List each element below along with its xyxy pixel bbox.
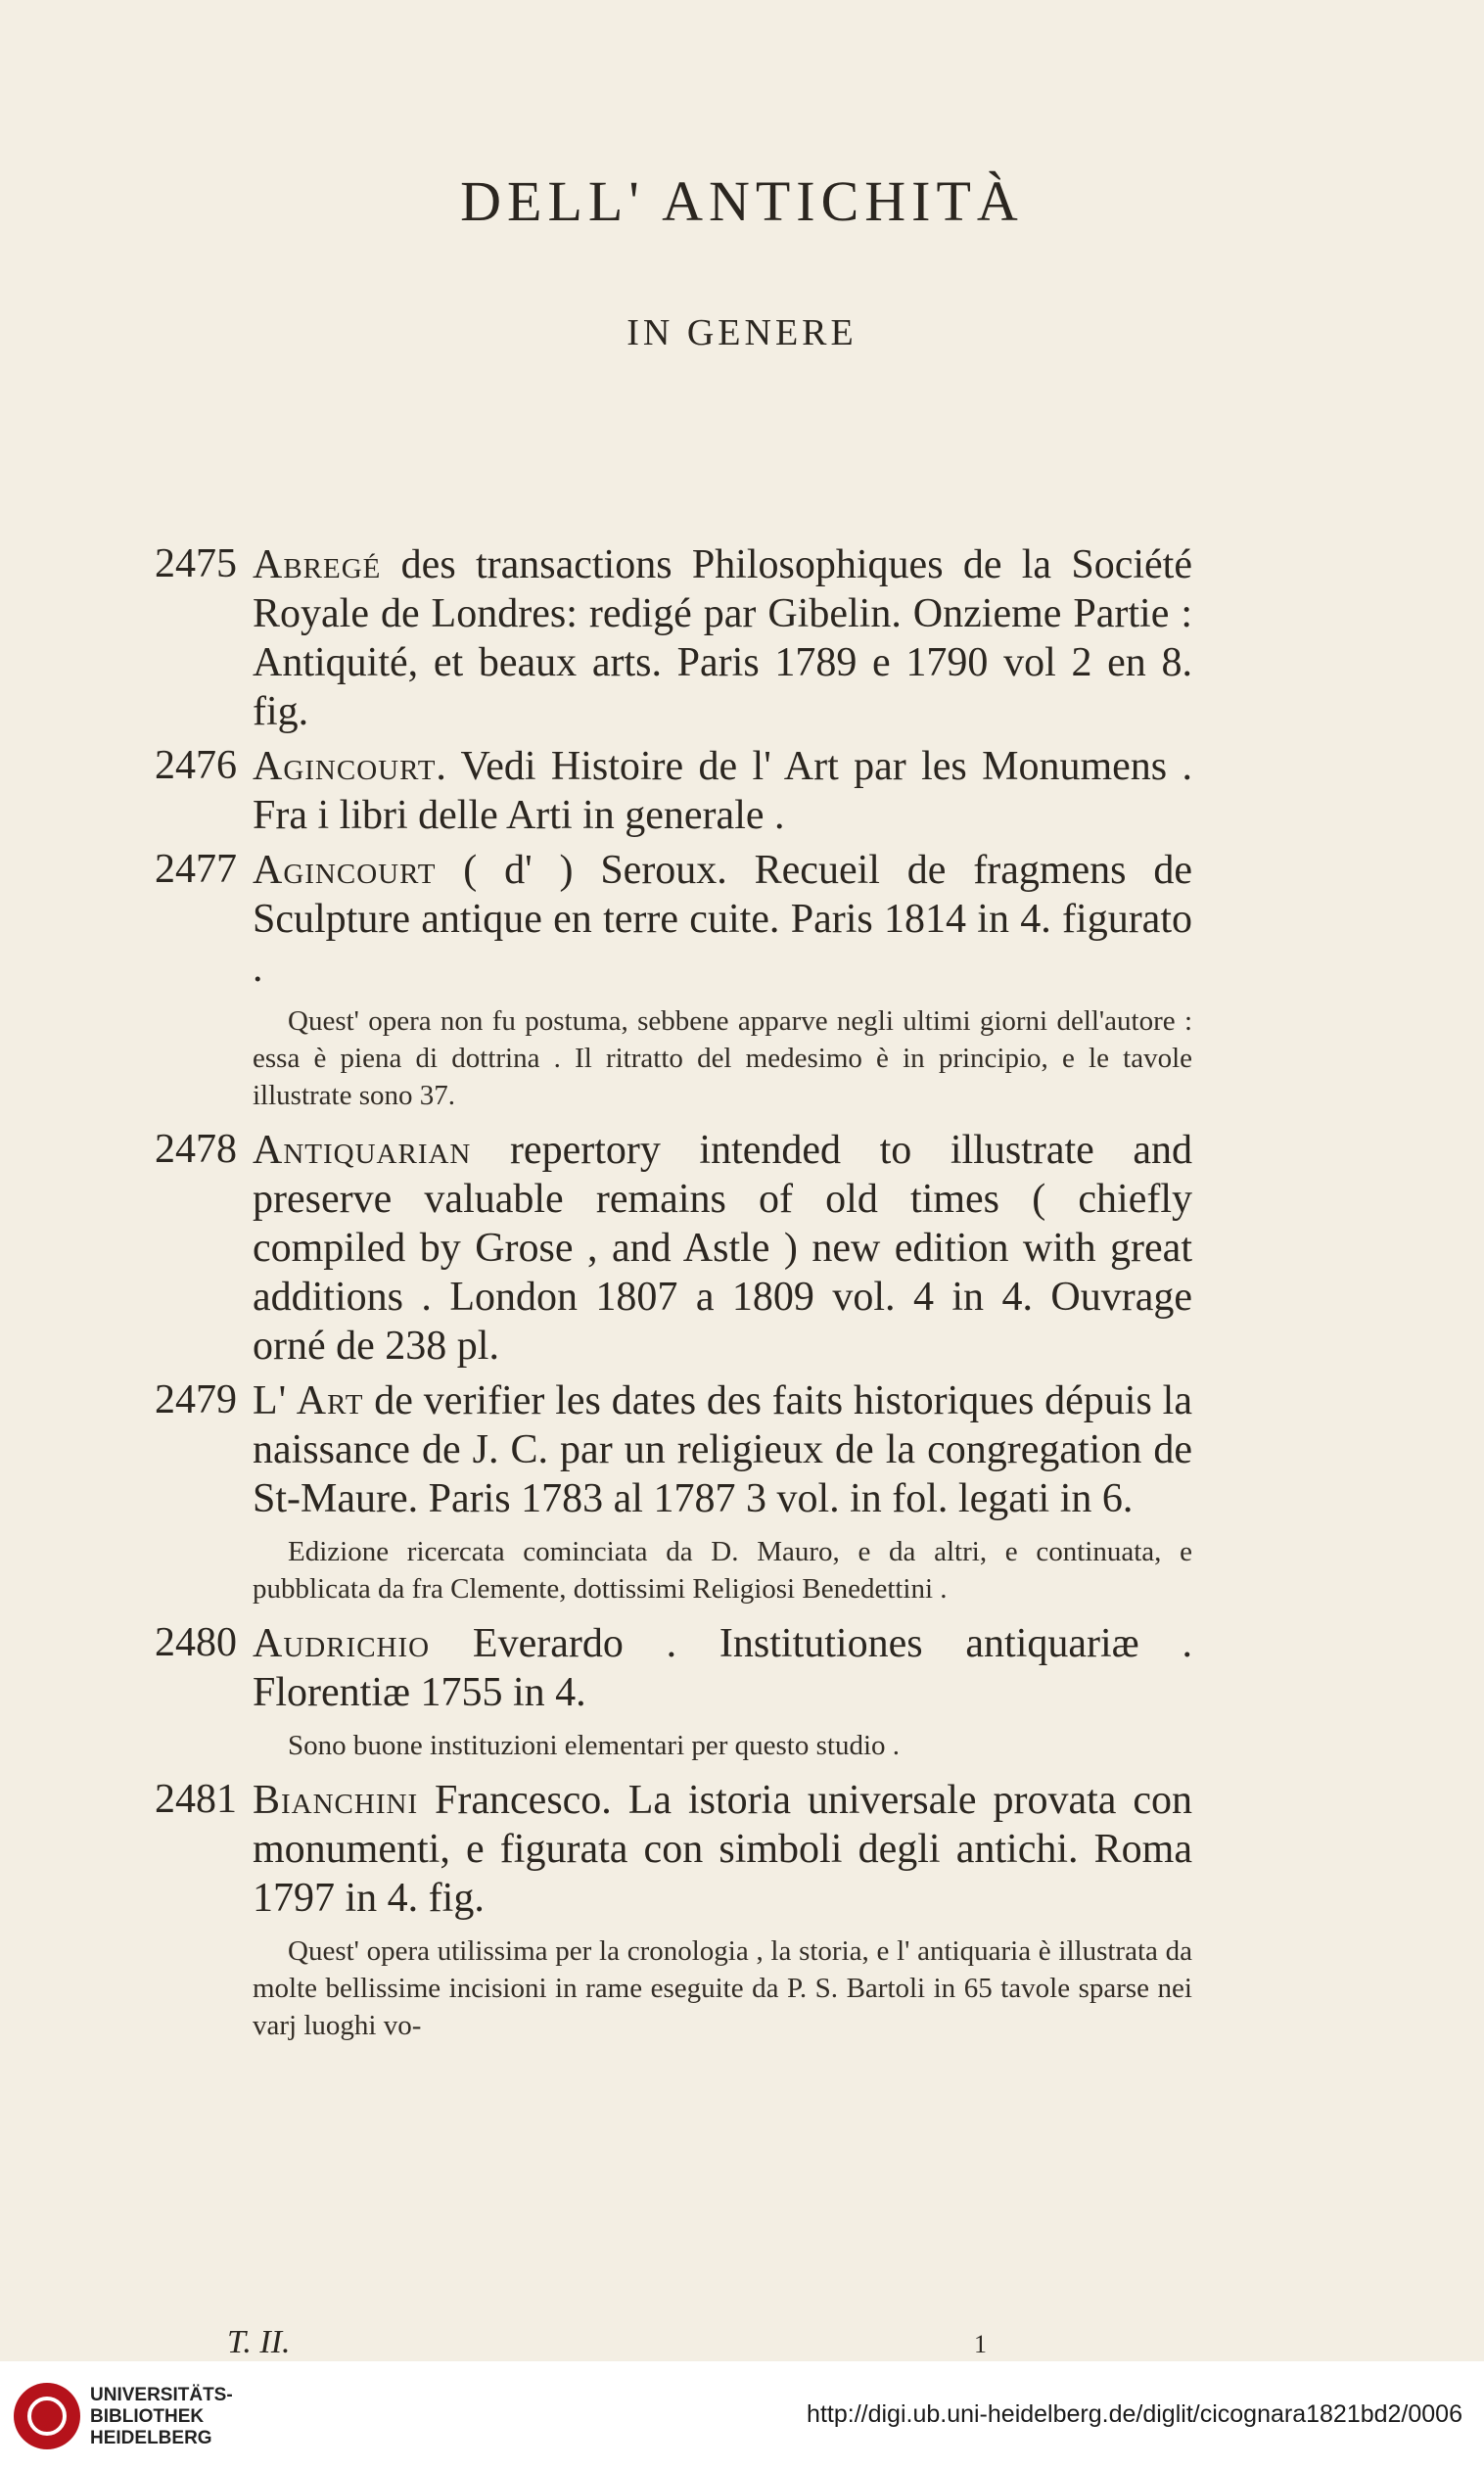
entry-note: Sono buone instituzioni elementari per questo studio . (288, 1730, 901, 1761)
page-title: DELL' ANTICHITÀ (460, 169, 1024, 233)
catalog-entry (155, 1776, 1192, 2044)
entry-number: 2477 (155, 847, 237, 892)
entry-author: Antiquarian (253, 1128, 472, 1173)
catalog-entry (155, 846, 1192, 1114)
catalog-entry (155, 540, 1192, 736)
catalog-entry (155, 1619, 1192, 1764)
entry-text: repertory intended to illustrate and preserve valuable remains of old times ( chiefly compiled by Grose , and Astle ) new edition with great additions . London 1807 a 1809 vol. 4 in 4. Ouvrage orné de 238 pl. (253, 1128, 1192, 1369)
entry-note: Edizione ricercata cominciata da D. Mauro, e da altri, e continuata, e pubblicata da fra Clemente, dottissimi Religiosi Benedettini . (253, 1536, 1192, 1605)
footer-bar (0, 2361, 1484, 2468)
entry-author: L' Art (253, 1378, 364, 1423)
entry-author: Abregé (253, 542, 382, 587)
university-seal-icon (14, 2383, 80, 2449)
catalog-entry (155, 742, 1192, 840)
entry-author: Audrichio (253, 1621, 431, 1666)
entry-text: des transactions Philosophiques de la Société Royale de Londres: redigé par Gibelin. Onzieme Partie : Antiquité, et beaux arts. Paris 1789 e 1790 vol 2 en 8. fig. (253, 542, 1192, 734)
folio-number: 1 (974, 2330, 987, 2358)
catalog-entry (155, 1376, 1192, 1607)
entry-number: 2478 (155, 1127, 237, 1172)
entry-author: Bianchini (253, 1778, 419, 1823)
entry-author: Agincourt (253, 744, 437, 789)
signature-mark: T. II. (227, 2324, 291, 2360)
entry-note: Quest' opera utilissima per la cronologia , la storia, e l' antiquaria è illustrata da molte bellissime incisioni in rame eseguite da P. S. Bartoli in 65 tavole sparse nei varj luoghi vo- (253, 1935, 1192, 2041)
entry-number: 2476 (155, 743, 237, 788)
entry-number: 2480 (155, 1620, 237, 1665)
entry-text: ( d' ) Seroux. Recueil de fragmens de Sculpture antique en terre cuite. Paris 1814 in 4. figurato . (253, 848, 1192, 991)
entry-number: 2481 (155, 1777, 237, 1822)
source-url-link[interactable]: http://digi.ub.uni-heidelberg.de/diglit/cicognara1821bd2/0006 (807, 2400, 1462, 2428)
catalog-entries (155, 540, 1192, 2056)
entry-author: Agincourt (253, 848, 437, 893)
entry-text: Everardo . Institutiones antiquariæ . Florentiæ 1755 in 4. (253, 1621, 1192, 1715)
entry-number: 2479 (155, 1377, 237, 1422)
catalog-entry (155, 1126, 1192, 1371)
entry-number: 2475 (155, 541, 237, 586)
entry-text: Francesco. La istoria universale provata con monumenti, e figurata con simboli degli antichi. Roma 1797 in 4. fig. (253, 1778, 1192, 1921)
page-subtitle: IN GENERE (626, 312, 858, 353)
entry-text: de verifier les dates des faits historiques dépuis la naissance de J. C. par un religieux de la congregation de St-Maure. Paris 1783 al 1787 3 vol. in fol. legati in 6. (253, 1378, 1192, 1521)
entry-note: Quest' opera non fu postuma, sebbene apparve negli ultimi giorni dell'autore : essa è piena di dottrina . Il ritratto del medesimo è in principio, e le tavole illustrate sono 37. (253, 1005, 1192, 1111)
library-name: UNIVERSITÄTS- BIBLIOTHEK HEIDELBERG (90, 2385, 233, 2448)
entry-text: . Vedi Histoire de l' Art par les Monumens . Fra i libri delle Arti in generale . (253, 744, 1192, 838)
